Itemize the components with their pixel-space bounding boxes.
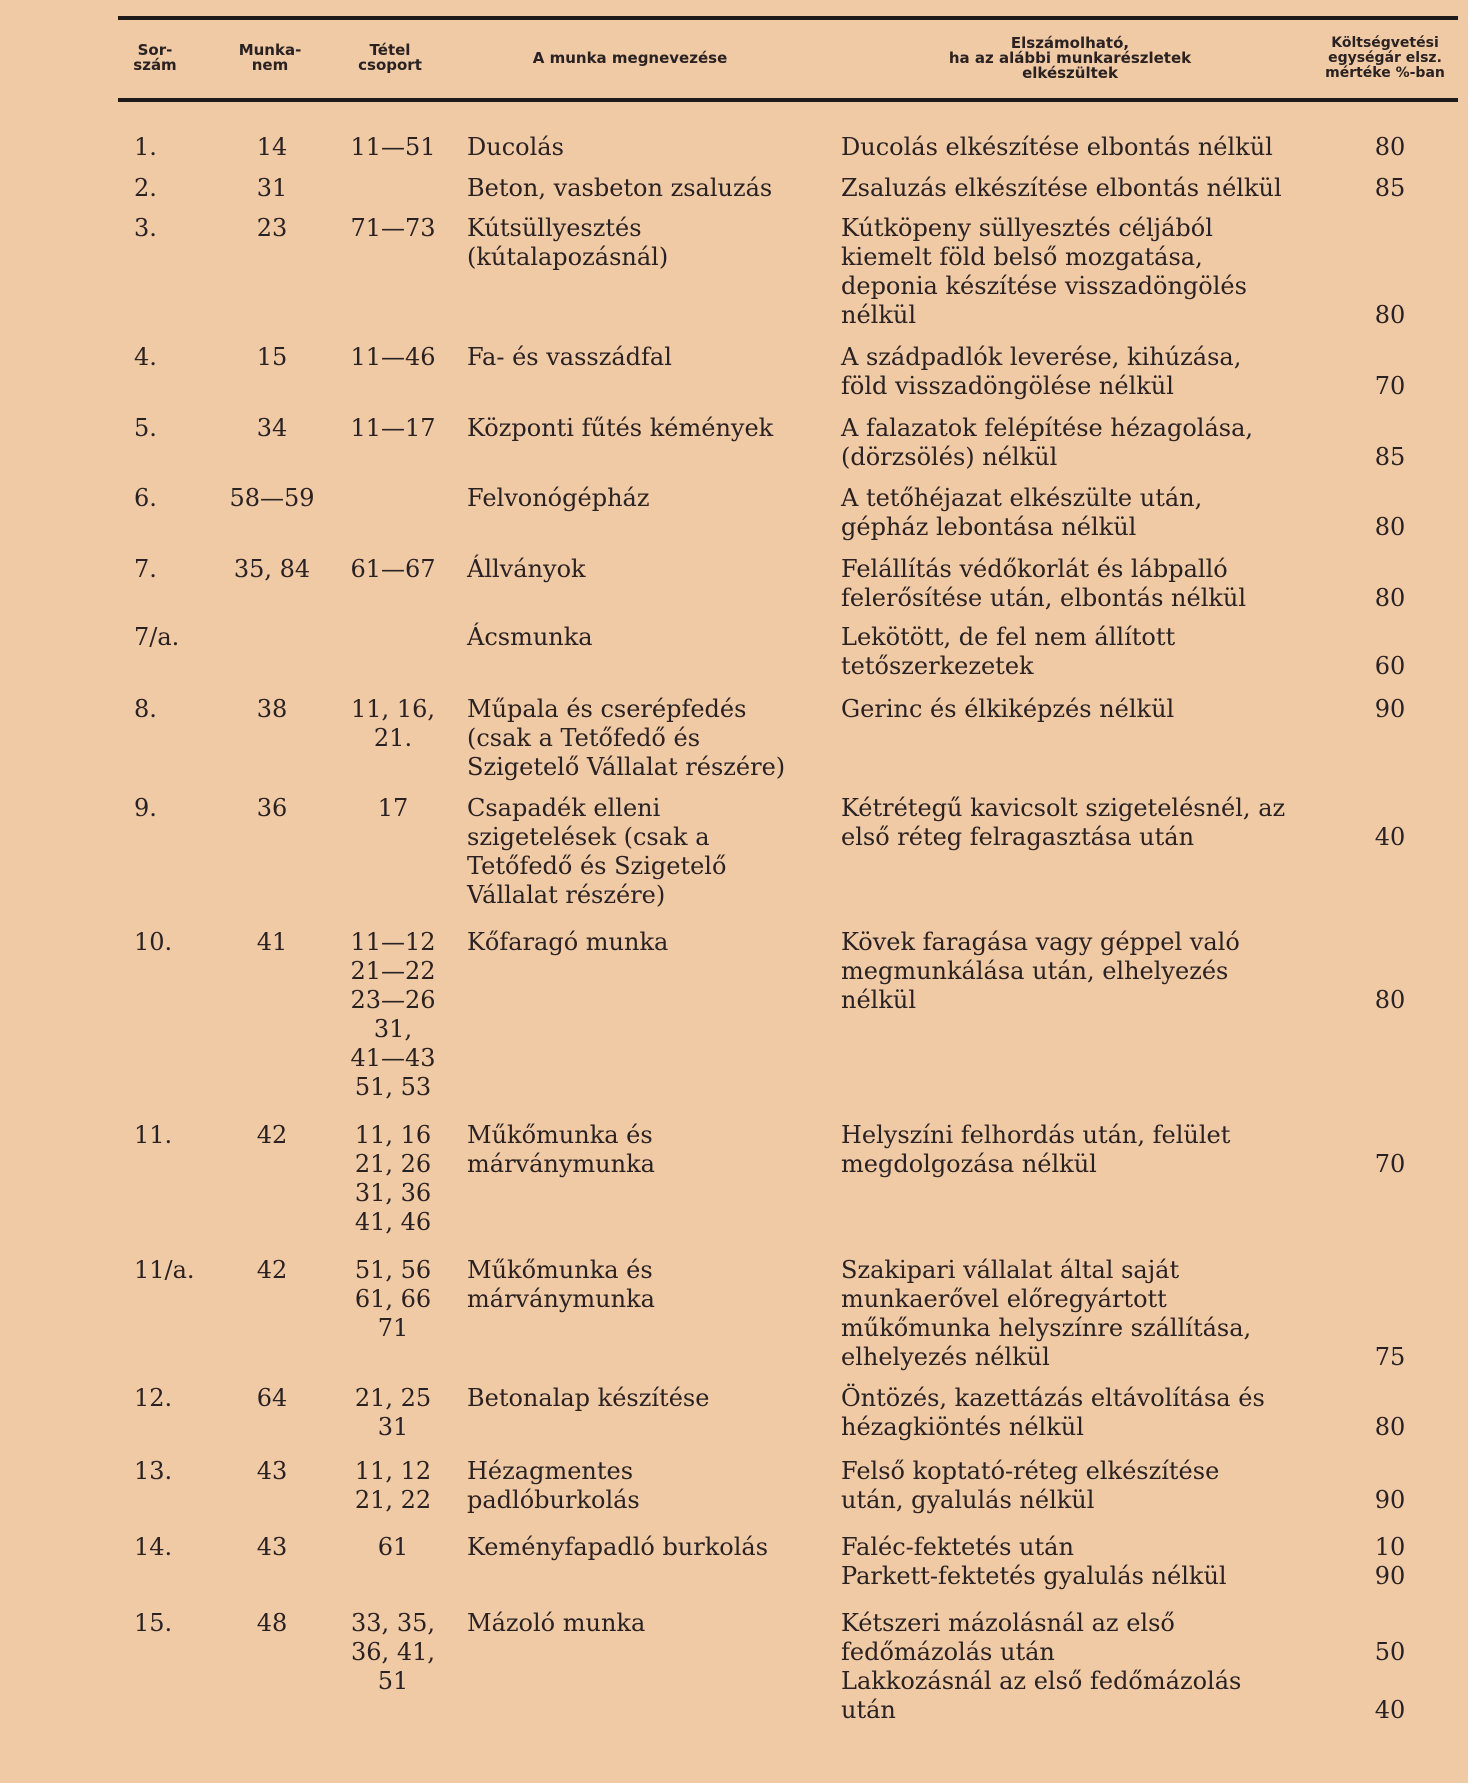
work-type-code: 58—59 (229, 484, 315, 512)
rate-percent: 80 (1374, 1413, 1406, 1441)
work-name: Betonalap készítése (467, 1384, 710, 1412)
rate-percent: 80 (1374, 584, 1406, 612)
item-group: 11—46 (350, 343, 436, 371)
work-type-code: 41 (256, 928, 288, 956)
billable-condition: Faléc-fektetés után Parkett-fektetés gyalulás nélkül (841, 1533, 1227, 1590)
work-name: Kőfaragó munka (467, 928, 669, 956)
item-group: 11, 16, 21. (351, 695, 435, 752)
item-group: 61—67 (350, 555, 436, 583)
row-number: 6. (134, 484, 157, 512)
row-number: 14. (134, 1533, 173, 1561)
work-name: Műkőmunka és márványmunka (467, 1121, 655, 1178)
billable-condition: Felső koptató-réteg elkészítése után, gyalulás nélkül (841, 1457, 1220, 1514)
rate-percent: 70 (1374, 1150, 1406, 1178)
rate-percent: 40 (1374, 823, 1406, 851)
item-group: 21, 25 31 (354, 1384, 432, 1441)
row-number: 9. (134, 794, 157, 822)
rate-percent: 85 (1374, 174, 1406, 202)
billable-condition: Gerinc és élkiképzés nélkül (841, 695, 1175, 723)
billable-condition: A falazatok felépítése hézagolása, (dörzsölés) nélkül (841, 414, 1254, 471)
billable-condition: A tetőhéjazat elkészülte után, gépház lebontása nélkül (841, 484, 1203, 541)
rate-percent: 80 (1374, 513, 1406, 541)
work-name: Kútsüllyesztés (kútalapozásnál) (467, 214, 669, 271)
item-group: 71—73 (350, 214, 436, 242)
rate-percent: 85 (1374, 443, 1406, 471)
billable-condition: Felállítás védőkorlát és lábpalló felerősítése után, elbontás nélkül (841, 555, 1247, 612)
work-name: Állványok (467, 555, 586, 583)
billable-condition: Zsaluzás elkészítése elbontás nélkül (841, 174, 1282, 202)
billable-condition: Lekötött, de fel nem állított tetőszerkezetek (841, 623, 1176, 680)
billable-condition: Szakipari vállalat által saját munkaerővel előregyártott műkőmunka helyszínre szállítása, elhelyezés nélkül (841, 1256, 1252, 1371)
item-group: 33, 35, 36, 41, 51 (351, 1609, 435, 1695)
work-type-code: 31 (256, 174, 288, 202)
row-number: 5. (134, 414, 157, 442)
item-group: 11, 16 21, 26 31, 36 41, 46 (354, 1121, 432, 1236)
rate-percent: 60 (1374, 652, 1406, 680)
item-group: 51, 56 61, 66 71 (354, 1256, 432, 1342)
row-number: 11/a. (134, 1256, 195, 1284)
work-name: Mázoló munka (467, 1609, 646, 1637)
billable-condition: Helyszíni felhordás után, felület megdolgozása nélkül (841, 1121, 1231, 1178)
work-type-code: 23 (256, 214, 288, 242)
billable-condition: Kútköpeny süllyesztés céljából kiemelt föld belső mozgatása, deponia készítése visszadöngölés nélkül (841, 214, 1247, 329)
work-name: Műpala és cserépfedés (csak a Tetőfedő és Szigetelő Vállalat részére) (467, 695, 786, 781)
work-name: Műkőmunka és márványmunka (467, 1256, 655, 1313)
work-name: Beton, vasbeton zsaluzás (467, 174, 773, 202)
row-number: 11. (134, 1121, 173, 1149)
billable-condition: Kétszeri mázolásnál az első fedőmázolás után Lakkozásnál az első fedőmázolás után (841, 1609, 1242, 1724)
rate-percent: 80 (1374, 986, 1406, 1014)
row-number: 15. (134, 1609, 173, 1637)
item-group: 11—12 21—22 23—26 31, 41—43 51, 53 (350, 928, 436, 1101)
rate-percent: 80 (1374, 133, 1406, 161)
item-group: 11—17 (350, 414, 436, 442)
work-type-code: 34 (256, 414, 288, 442)
row-number: 4. (134, 343, 157, 371)
header-munkanem: Munka- nem (238, 41, 302, 74)
rate-percent: 90 (1374, 1562, 1406, 1590)
header-megnevezes: A munka megnevezése (532, 48, 728, 67)
row-number: 7. (134, 555, 157, 583)
rate-percent: 90 (1374, 695, 1406, 723)
header-sorszam: Sor- szám (133, 41, 177, 74)
rate-percent: 50 (1374, 1638, 1406, 1666)
work-name: Fa- és vasszádfal (467, 343, 672, 371)
item-group: 17 (377, 794, 409, 822)
billable-condition: A szádpadlók leverése, kihúzása, föld visszadöngölése nélkül (841, 343, 1242, 400)
row-number: 13. (134, 1457, 173, 1485)
rate-percent: 90 (1374, 1486, 1406, 1514)
item-group: 11—51 (350, 133, 436, 161)
work-type-code: 48 (256, 1609, 288, 1637)
billable-condition: Kétrétegű kavicsolt szigetelésnél, az első réteg felragasztása után (841, 794, 1286, 851)
work-type-code: 42 (256, 1256, 288, 1284)
item-group: 61 (377, 1533, 409, 1561)
rate-percent: 70 (1374, 372, 1406, 400)
work-name: Ducolás (467, 133, 564, 161)
header-tetelcsoport: Tétel csoport (358, 41, 422, 74)
row-number: 3. (134, 214, 157, 242)
row-number: 2. (134, 174, 157, 202)
work-type-code: 42 (256, 1121, 288, 1149)
work-type-code: 14 (256, 133, 288, 161)
work-name: Keményfapadló burkolás (467, 1533, 769, 1561)
rate-percent: 75 (1374, 1343, 1406, 1371)
work-type-code: 43 (256, 1457, 288, 1485)
row-number: 1. (134, 133, 157, 161)
work-name: Hézagmentes padlóburkolás (467, 1457, 640, 1514)
billable-condition: Kövek faragása vagy géppel való megmunkálása után, elhelyezés nélkül (841, 928, 1240, 1014)
rate-percent: 10 (1374, 1533, 1406, 1561)
work-type-code: 64 (256, 1384, 288, 1412)
work-type-code: 43 (256, 1533, 288, 1561)
work-type-code: 38 (256, 695, 288, 723)
work-name: Központi fűtés kémények (467, 414, 774, 442)
row-number: 7/a. (134, 623, 180, 651)
work-name: Csapadék elleni szigetelések (csak a Tetőfedő és Szigetelő Vállalat részére) (467, 794, 727, 909)
rate-percent: 80 (1374, 301, 1406, 329)
rate-percent: 40 (1374, 1696, 1406, 1724)
billable-condition: Ducolás elkészítése elbontás nélkül (841, 133, 1273, 161)
work-type-code: 35, 84 (233, 555, 311, 583)
work-type-code: 15 (256, 343, 288, 371)
row-number: 10. (134, 928, 173, 956)
work-name: Felvonógépház (467, 484, 650, 512)
row-number: 12. (134, 1384, 173, 1412)
row-number: 8. (134, 695, 157, 723)
work-name: Ácsmunka (467, 623, 593, 651)
work-type-code: 36 (256, 794, 288, 822)
header-koltseg: Költségvetési egységár elsz. mértéke %-ban (1325, 34, 1445, 81)
item-group: 11, 12 21, 22 (354, 1457, 432, 1514)
billable-condition: Öntözés, kazettázás eltávolítása és hézagkiöntés nélkül (841, 1384, 1265, 1441)
header-elszamolhato: Elszámolható, ha az alábbi munkarészletek elkészültek (948, 33, 1192, 82)
